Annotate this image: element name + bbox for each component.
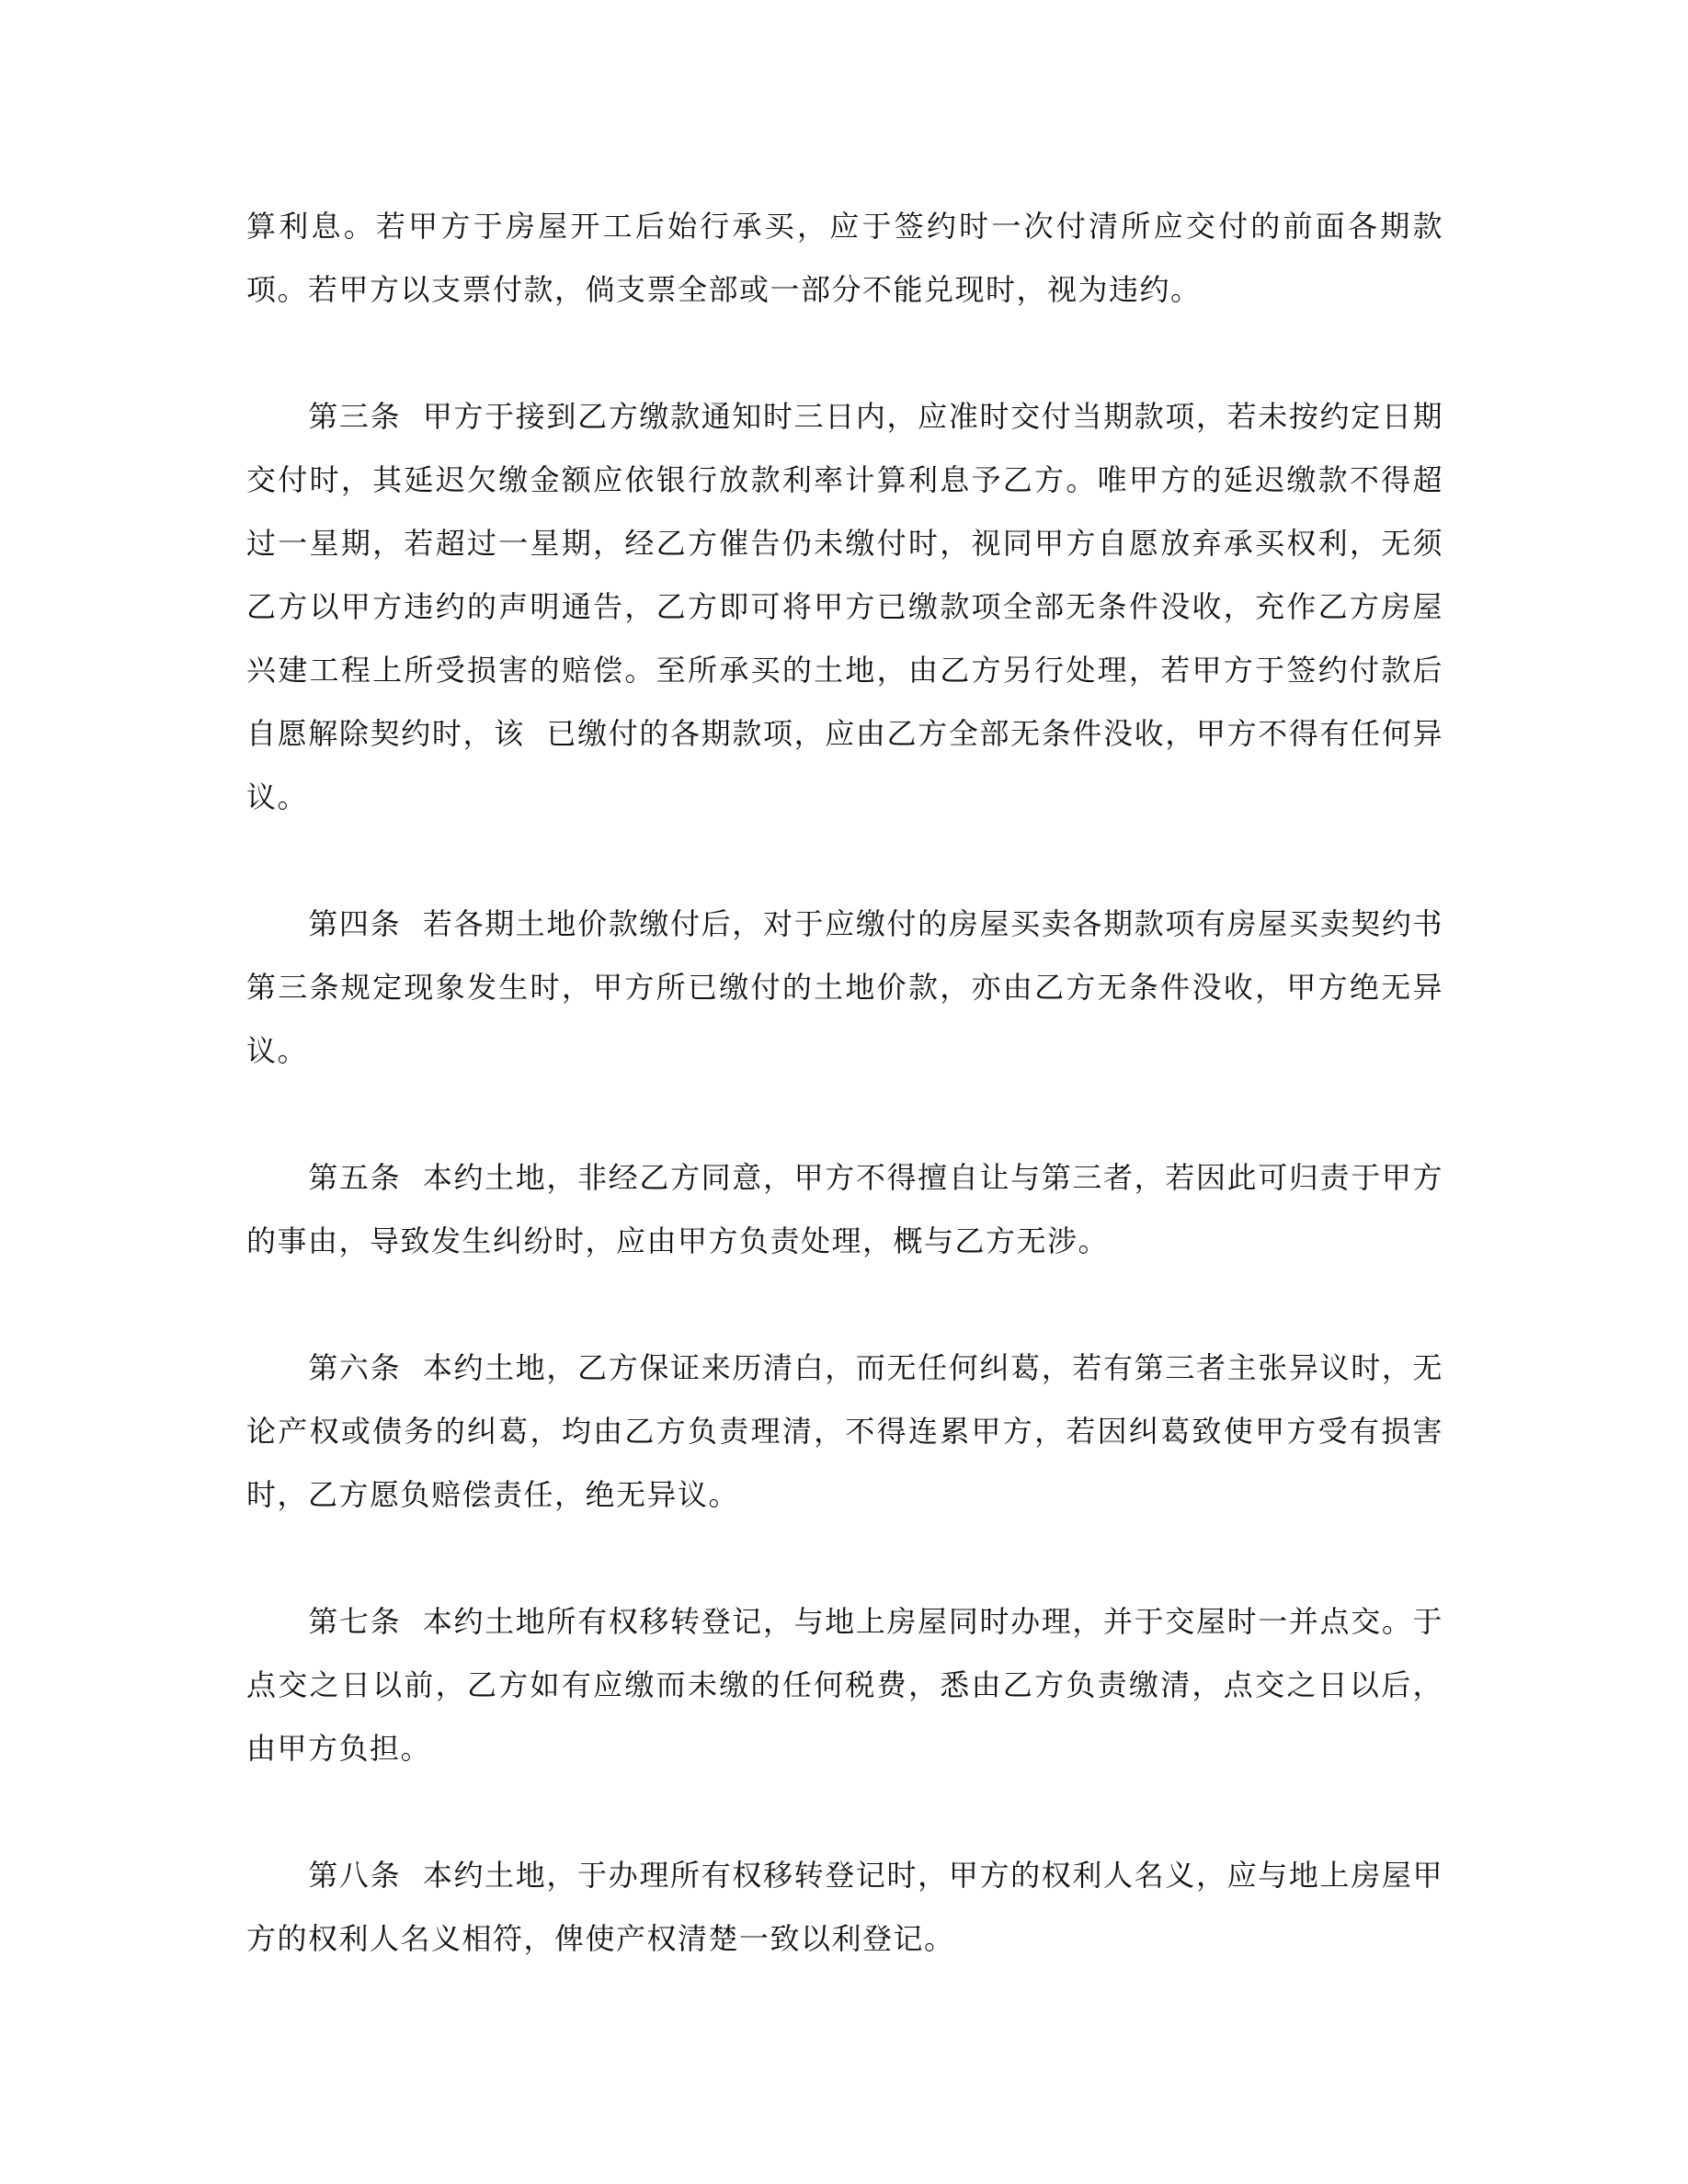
- paragraph-article-5: 第五条 本约土地，非经乙方同意，甲方不得擅自让与第三者，若因此可归责于甲方的事由，导致发生纠纷时，应由甲方负责处理，概与乙方无涉。: [246, 1160, 1443, 1258]
- paragraph-article-4: 第四条 若各期土地价款缴付后，对于应缴付的房屋买卖各期款项有房屋买卖契约书第三条规定现象发生时，甲方所已缴付的土地价款，亦由乙方无条件没收，甲方绝无异议。: [246, 906, 1443, 1068]
- paragraph-article-6: 第六条 本约土地，乙方保证来历清白，而无任何纠葛，若有第三者主张异议时，无论产权或债务的纠葛，均由乙方负责理清，不得连累甲方，若因纠葛致使甲方受有损害时，乙方愿负赔偿责任，绝无异议。: [246, 1350, 1443, 1512]
- paragraph-article-3: 第三条 甲方于接到乙方缴款通知时三日内，应准时交付当期款项，若未按约定日期交付时，其延迟欠缴金额应依银行放款利率计算利息予乙方。唯甲方的延迟缴款不得超过一星期，若超过一星期，经乙方催告仍未缴付时，视同甲方自愿放弃承买权利，无须乙方以甲方违约的声明通告，乙方即可将甲方已缴款项全部无条件没收，充作乙方房屋兴建工程上所受损害的赔偿。至所承买的土地，由乙方另行处理，若甲方于签约付款后自愿解除契约时，该 已缴付的各期款项，应由乙方全部无条件没收，甲方不得有任何异议。: [246, 399, 1443, 814]
- document-body: [246, 195, 1443, 1971]
- paragraph-article-7: 第七条 本约土地所有权移转登记，与地上房屋同时办理，并于交屋时一并点交。于点交之日以前，乙方如有应缴而未缴的任何税费，悉由乙方负责缴清，点交之日以后，由甲方负担。: [246, 1604, 1443, 1766]
- paragraph-continuation: 算利息。若甲方于房屋开工后始行承买，应于签约时一次付清所应交付的前面各期款项。若甲方以支票付款，倘支票全部或一部分不能兑现时，视为违约。: [246, 209, 1443, 307]
- paragraph-article-8: 第八条 本约土地，于办理所有权移转登记时，甲方的权利人名义，应与地上房屋甲方的权利人名义相符，俾使产权清楚一致以利登记。: [246, 1858, 1443, 1956]
